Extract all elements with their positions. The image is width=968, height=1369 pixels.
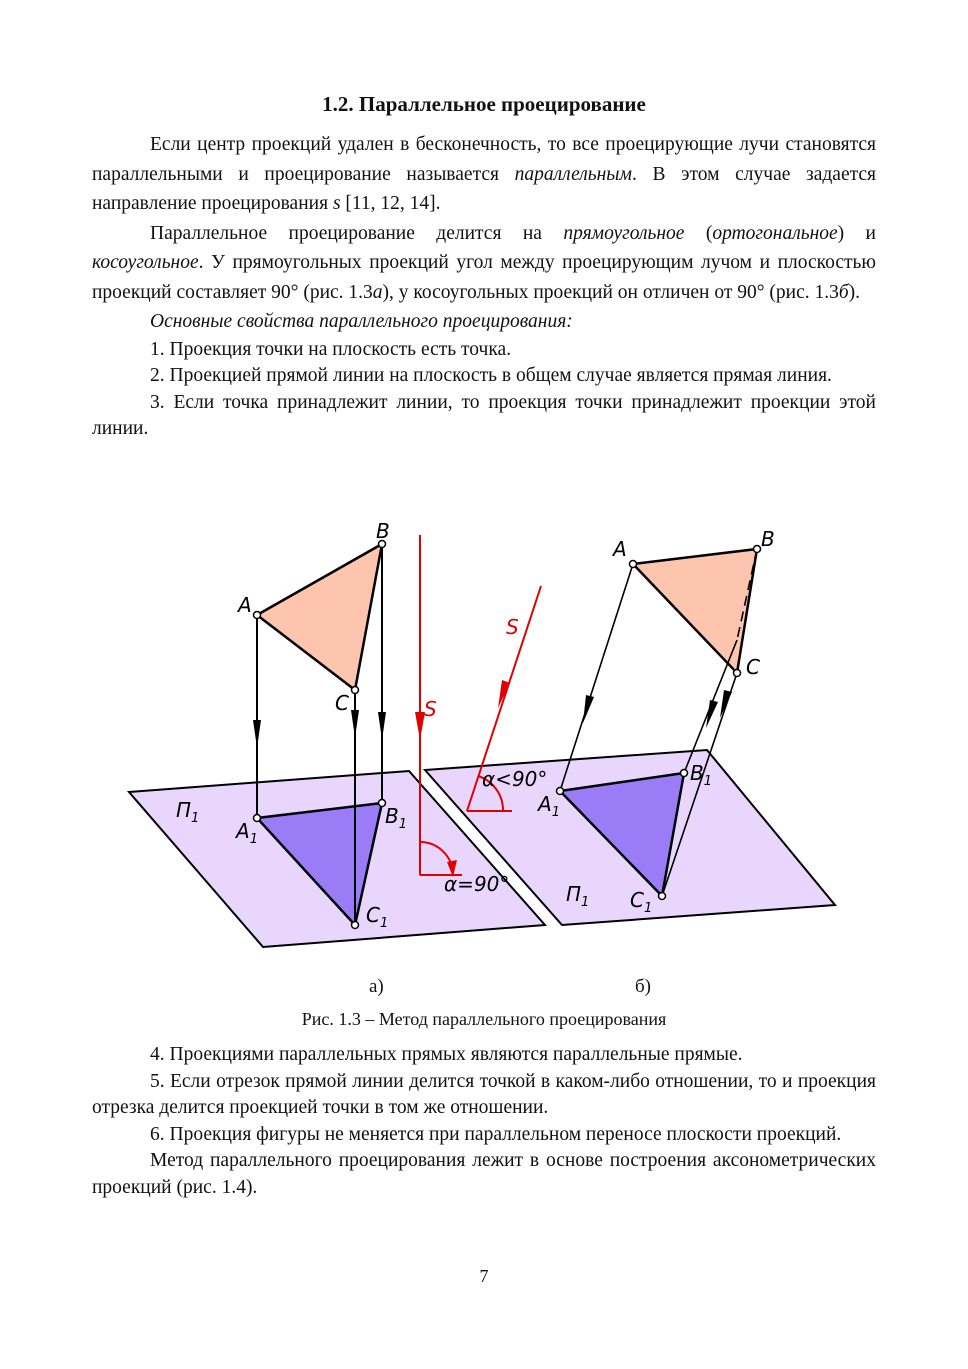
text-block-bottom <box>92 1042 876 1201</box>
point-c-b <box>734 670 741 677</box>
label-a-b: A <box>613 537 627 561</box>
property-6: 6. Проекция фигуры не меняется при параллельном переносе плоскости проекций. <box>150 1123 842 1145</box>
closing-paragraph: Метод параллельного проецирования лежит в основе построения аксонометрических проекций (рис. 1.4). <box>92 1150 876 1198</box>
arrow-b <box>378 712 386 740</box>
label-b1: $B_1$ <box>385 804 408 832</box>
label-angle-a: α=90° <box>444 872 510 896</box>
label-b1-b: $B_1$ <box>690 761 713 789</box>
arrow-a-b <box>583 695 594 723</box>
arrow-c <box>351 710 359 738</box>
paragraph-1: Если центр проекций удален в бесконечность, то все проецирующие лучи становятся параллельными и проецирование называется параллельным. В этом случае задается направление проецирования s [11, 12, 14]. <box>92 134 876 214</box>
point-c <box>352 687 359 694</box>
label-a1-b: $A_1$ <box>538 792 560 820</box>
point-c1-b <box>659 893 666 900</box>
property-4: 4. Проекциями параллельных прямых являются параллельные прямые. <box>150 1044 743 1065</box>
label-a: A <box>238 593 252 617</box>
point-a1 <box>254 815 261 822</box>
label-b-b: B <box>761 527 775 551</box>
point-b-b <box>754 546 761 553</box>
paragraph-2: Параллельное проецирование делится на прямоугольное (ортогональное) и косоугольное. У прямоугольных проекций угол между проецирующим лучом и плоскостью проекций составляет 90° (рис. 1.3а), у косоугольных проекций он отличен от 90° (рис. 1.3б). <box>92 222 876 303</box>
label-s-b: S <box>506 615 519 639</box>
label-c1-b: $C_1$ <box>630 888 653 916</box>
point-b1-b <box>681 770 688 777</box>
figure-sublabel-a: а) <box>369 976 384 997</box>
point-a <box>254 612 261 619</box>
label-plane-a: $П_1$ <box>176 798 200 826</box>
property-3: 3. Если точка принадлежит линии, то проекция точки принадлежит проекции этой линии. <box>92 391 876 439</box>
triangle-abc-a <box>257 544 382 690</box>
arrow-b-b <box>720 690 732 718</box>
property-5: 5. Если отрезок прямой линии делится точкой в каком-либо отношении, то и проекция отрезка делится проекцией точки в том же отношении. <box>92 1070 876 1118</box>
label-s-a: S <box>424 697 437 721</box>
property-2: 2. Проекцией прямой линии на плоскость в общем случае является прямая линия. <box>150 365 832 386</box>
label-c-b: C <box>746 655 760 679</box>
label-plane-b: $П_1$ <box>566 882 590 910</box>
point-c1 <box>352 922 359 929</box>
label-b: B <box>376 519 390 543</box>
point-a1-b <box>557 788 564 795</box>
label-a1: $A_1$ <box>236 819 258 847</box>
triangle-abc-b <box>633 549 757 673</box>
property-1: 1. Проекция точки на плоскость есть точка. <box>150 338 512 360</box>
label-angle-b: α<90° <box>482 767 548 791</box>
figure-caption: Рис. 1.3 – Метод параллельного проецирования <box>301 1009 667 1029</box>
figure-a <box>129 519 548 947</box>
point-a-b <box>630 561 637 568</box>
properties-heading: Основные свойства параллельного проецирования: <box>150 311 573 332</box>
figure-sublabel-b: б) <box>635 976 651 997</box>
page-number: 7 <box>479 1266 489 1286</box>
arrow-a <box>253 720 261 748</box>
section-title: 1.2. Параллельное проецирование <box>322 92 646 116</box>
label-c: C <box>335 691 349 715</box>
label-c1: $C_1$ <box>366 903 389 931</box>
arrow-s-b <box>498 680 510 708</box>
